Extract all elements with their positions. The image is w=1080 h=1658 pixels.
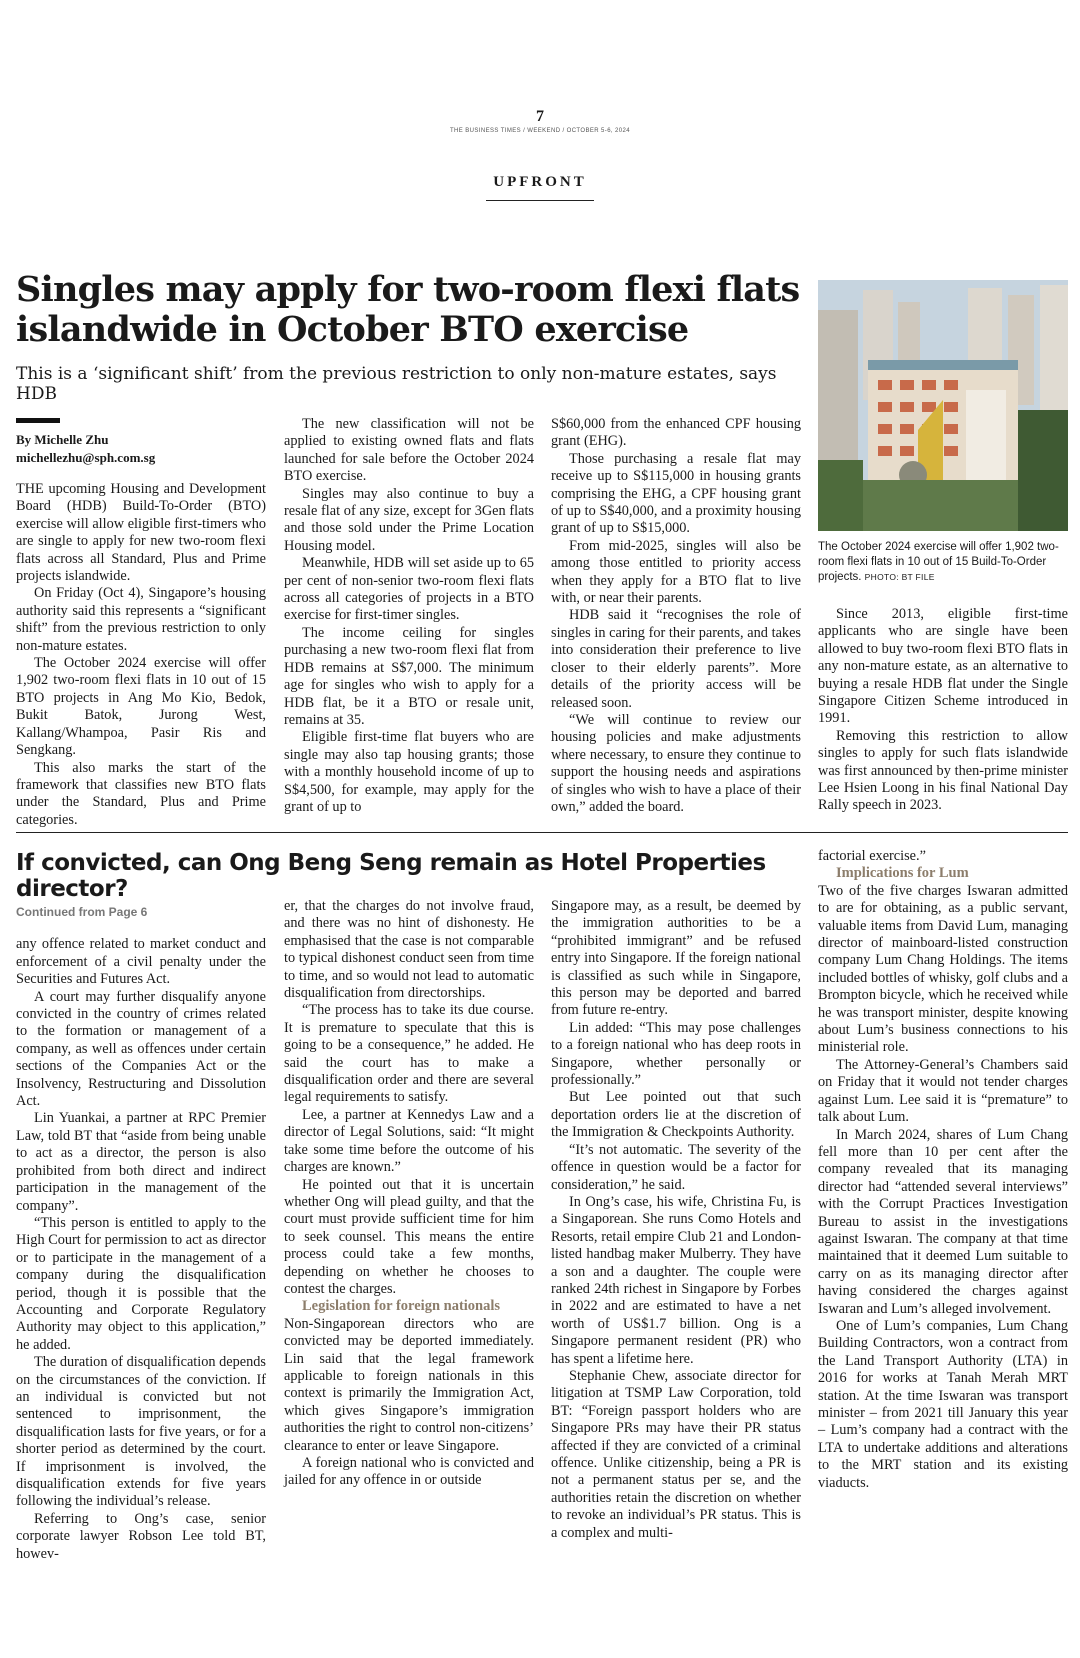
paragraph: Referring to Ong’s case, senior corporate lawyer Robson Lee told BT, howev-: [16, 1510, 266, 1562]
byline-bar: [16, 418, 60, 423]
caption-text: The October 2024 exercise will offer 1,902 two-room flexi flats in 10 out of 15 Build-To-Order projects.: [818, 541, 1059, 583]
paragraph: The income ceiling for singles purchasing a new two-room flexi flat from HDB remains at S$7,000. The minimum age for singles who wish to apply for a HDB flat, be it a BTO or resale unit, remains at 35.: [284, 624, 534, 728]
paragraph: One of Lum’s companies, Lum Chang Building Contractors, won a contract from the Land Transport Authority (LTA) in 2016 for works at Tanah Merah MRT station. At the time Iswaran was transport minister – from 2021 till January this year – Lum’s company had a contract with the LTA to undertake additions and alterations to the MRT station and its existing viaducts.: [818, 1317, 1068, 1491]
paragraph: Singapore may, as a result, be deemed by the immigration authorities to be a “prohibited immigrant” and be refused entry into Singapore. If the foreign national is classified as such while in Singapore, this person may be deported and barred from future re-entry.: [551, 898, 801, 1019]
paragraph: “This person is entitled to apply to the High Court for permission to act as director or to participate in the management of a company during the disqualification period, though it is possible that the Accounting and Corporate Regulatory Authority may object to this application,” he added.: [16, 1214, 266, 1353]
paragraph: In March 2024, shares of Lum Chang fell more than 10 per cent after the company revealed that its managing director had “attended several interviews” with the Corrupt Practices Investigation Bureau to assist in the investigations against Iswaran. The company at that time maintained that it deemed Lum suitable to carry on as its managing director after having considered the charges against Iswaran and Lum’s alleged involvement.: [818, 1126, 1068, 1317]
paragraph: The Attorney-General’s Chambers said on Friday that it would not tender charges against Lum. Lee said it is “premature” to talk about Lum.: [818, 1056, 1068, 1126]
paragraph: Lee, a partner at Kennedys Law and a director of Legal Solutions, said: “It might take some time before the outcome of his charges are known.”: [284, 1106, 534, 1176]
paragraph: Since 2013, eligible first-time applicants who are single have been allowed to buy two-room flexi BTO flats in any non-mature estate, as an alternative to buying a resale HDB flat under the Single Singapore Citizen Scheme introduced in 1991.: [818, 606, 1068, 727]
paragraph: THE upcoming Housing and Development Board (HDB) Build-To-Order (BTO) exercise will allow eligible first-timers who are single to apply for new two-room flexi flats across all Standard, Plus and Prime projects islandwide.: [16, 481, 266, 585]
article1-column-3: [551, 416, 801, 816]
crosshead: Legislation for foreign nationals: [302, 1298, 501, 1315]
paragraph: The new classification will not be applied to existing owned flats and flats launched for sale before the October 2024 BTO exercise.: [284, 416, 534, 485]
photo-caption: [818, 540, 1068, 585]
byline-email: michellezhu@sph.com.sg: [16, 450, 156, 465]
photo-credit: PHOTO: BT FILE: [864, 572, 935, 582]
continued-from: Continued from Page 6: [16, 905, 148, 919]
paragraph: Singles may also continue to buy a resale flat of any size, except for 3Gen flats and those sold under the Prime Location Housing model.: [284, 485, 534, 554]
article-headline: Singles may apply for two-room flexi flats islandwide in October BTO exercise: [16, 269, 800, 350]
paragraph: Lin Yuankai, a partner at RPC Premier Law, told BT that “aside from being unable to act as a director, the person is also prohibited from both direct and indirect participation in the management of the company”.: [16, 1110, 266, 1214]
paragraph: The October 2024 exercise will offer 1,902 two-room flexi flats in 10 out of 15 BTO projects in Ang Mo Kio, Bedok, Bukit Batok, Jurong West, Kallang/Whampoa, Pasir Ris and Sengkang.: [16, 655, 266, 759]
paragraph: This also marks the start of the framework that classifies new BTO flats under the Standard, Plus and Prime categories.: [16, 759, 266, 828]
crosshead: Implications for Lum: [836, 865, 969, 882]
article2-column-3: [551, 898, 801, 1542]
article2-column-4: [818, 848, 1068, 1492]
paragraph: HDB said it “recognises the role of singles in caring for their parents, and takes into consideration their preference to live closer to their elderly parents”. More details of the priority access will be released soon.: [551, 607, 801, 711]
paragraph: A foreign national who is convicted and jailed for any offence in or outside: [284, 1455, 534, 1489]
paragraph: any offence related to market conduct and enforcement of a civil penalty under the Securities and Futures Act.: [16, 936, 266, 988]
paragraph: A court may further disqualify anyone convicted in the country of crimes related to the formation or management of a company, as well as offences under certain sections of the Companies Act or the Insolvency, Restructuring and Dissolution Act.: [16, 988, 266, 1110]
paragraph: On Friday (Oct 4), Singapore’s housing authority said this represents a “significant shift” from the previous restriction to only non-mature estates.: [16, 585, 266, 654]
page-header: [0, 108, 1080, 201]
article2-headline: If convicted, can Ong Beng Seng remain as Hotel Properties director?: [16, 850, 766, 902]
paragraph: “We will continue to review our housing policies and make adjustments where necessary, to ensure they continue to support the housing needs and aspirations of singles who wish to have a place of their own,” added the board.: [551, 711, 801, 815]
paragraph: S$60,000 from the enhanced CPF housing grant (EHG).: [551, 416, 801, 450]
article-divider: [16, 832, 1068, 833]
folio-line: THE BUSINESS TIMES / WEEKEND / OCTOBER 5-6, 2024: [449, 128, 631, 134]
article-subhead: This is a ‘significant shift’ from the previous restriction to only non-mature estates, says HDB: [16, 364, 777, 404]
article2-column-2: [284, 898, 534, 1490]
paragraph: Non-Singaporean directors who are convicted may be deported immediately. Lin said that the legal framework applicable to foreign nationals in this context is primarily the Immigration Act, which gives Singapore’s immigration authorities the right to control non-citizens’ clearance to enter or leave Singapore.: [284, 1315, 534, 1454]
hdb-flats-photo: [818, 280, 1068, 531]
paragraph: “It’s not automatic. The severity of the offence in question would be a factor for consideration,” he said.: [551, 1141, 801, 1193]
article1-column-2: [284, 416, 534, 816]
paragraph: Lin added: “This may pose challenges to a foreign national who has deep roots in Singapore, whether personally or professionally.”: [551, 1019, 801, 1089]
article-photo: [818, 280, 1068, 531]
article1-column-4: [818, 606, 1068, 815]
paragraph: er, that the charges do not involve fraud, and there was no hint of dishonesty. He emphasised that the case is not comparable to typical dishonest conduct seen from time to time, and so would not lead to automatic disqualification from directorships.: [284, 898, 534, 1002]
paragraph: “The process has to take its due course. It is premature to speculate that this is going to be a consequence,” he added. He said the court has to make a disqualification order and there are several legal requirements to satisfy.: [284, 1002, 534, 1106]
paragraph: From mid-2025, singles will also be among those entitled to priority access when they apply for a BTO flat to live with, or near their parents.: [551, 537, 801, 607]
paragraph: Stephanie Chew, associate director for litigation at TSMP Law Corporation, told BT: “Foreign passport holders who are Singapore PRs may have their PR status affected if they are convicted of a criminal offence. Unlike citizenship, being a PR is not a permanent status per se, and the authorities retain the discretion on whether to revoke an individual’s PR status. This is a complex and multi-: [551, 1367, 801, 1541]
paragraph: factorial exercise.”: [818, 848, 926, 864]
article2-column-1: [16, 904, 266, 1563]
paragraph: Two of the five charges Iswaran admitted to are for obtaining, as a public servant, valuable items from David Lum, managing director of mainboard-listed construction company Lum Chang Holdings. The items included bottles of whisky, golf clubs and a Brompton bicycle, which he received while he was transport minister, despite knowing about Lum’s business connections to his ministerial role.: [818, 882, 1068, 1056]
page-number: 7: [536, 108, 544, 125]
section-rule: [486, 200, 594, 201]
paragraph: He pointed out that it is uncertain whether Ong will plead guilty, and that the court must provide sufficient time for him to seek counsel. This means the entire process could take a few months, depending on whether he chooses to contest the charges.: [284, 1176, 534, 1297]
paragraph: Those purchasing a resale flat may receive up to S$115,000 in housing grants comprising the EHG, a CPF housing grant of up to S$40,000, and a proximity housing grant of up to S$15,000.: [551, 450, 801, 537]
paragraph: The duration of disqualification depends on the circumstances of the conviction. If an individual is convicted but not sentenced to imprisonment, the disqualification lasts for five years, or for a shorter period as determined by the court. If imprisonment is involved, the disqualification extends for five years following the individual’s release.: [16, 1354, 266, 1510]
section-label: UPFRONT: [493, 174, 587, 190]
paragraph: Eligible first-time flat buyers who are single may also tap housing grants; those with a monthly household income of up to S$4,500, for example, may apply for the grant of up to: [284, 729, 534, 815]
paragraph: Meanwhile, HDB will set aside up to 65 per cent of non-senior two-room flexi flats across all categories of projects in a BTO exercise for first-timer singles.: [284, 555, 534, 624]
byline-name: By Michelle Zhu: [16, 432, 109, 447]
paragraph: In Ong’s case, his wife, Christina Fu, is a Singaporean. She runs Como Hotels and Resorts, retail empire Club 21 and London-listed handbag maker Mulberry. They have a son and a daughter. The couple were ranked 24th richest in Singapore by Forbes in 2022 and are estimated to have a net worth of US$1.7 billion. Ong is a Singapore permanent resident (PR) who has spent a lifetime here.: [551, 1193, 801, 1367]
paragraph: Removing this restriction to allow singles to apply for such flats islandwide was first announced by then-prime minister Lee Hsien Loong in his final National Day Rally speech in 2023.: [818, 727, 1068, 814]
article1-column-1: [16, 418, 266, 829]
paragraph: But Lee pointed out that such deportation orders lie at the discretion of the Immigration & Checkpoints Authority.: [551, 1089, 801, 1141]
